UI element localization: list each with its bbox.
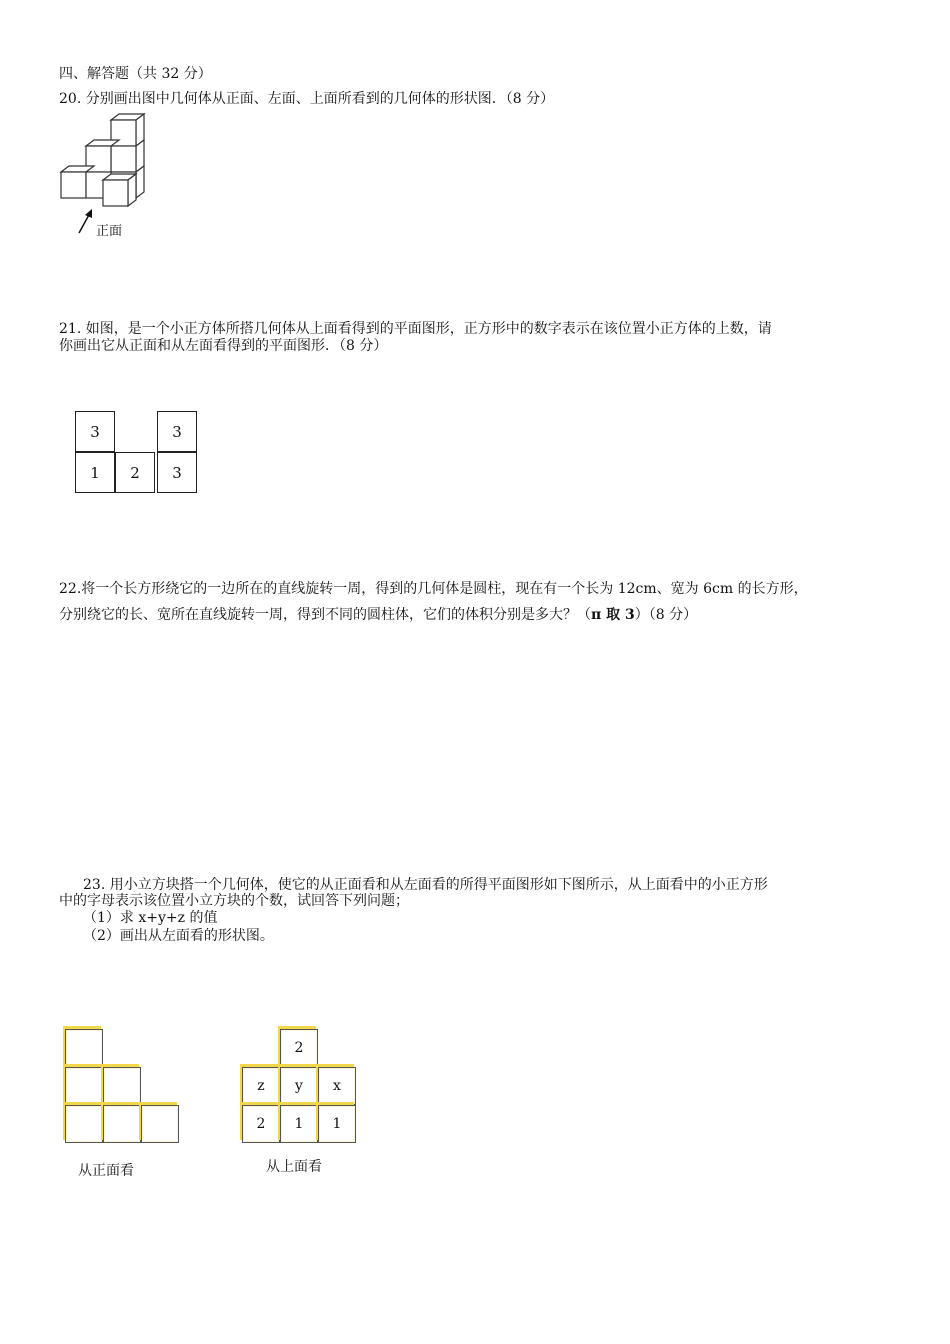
front-view-caption: 从正面看 [78, 1163, 134, 1179]
arrow-icon [76, 208, 96, 236]
top-cell: 2 [280, 1029, 318, 1067]
question-22-line1: 22.将一个长方形绕它的一边所在的直线旋转一周，得到的几何体是圆柱，现在有一个长为 12cm、宽为 6cm 的长方形， [59, 581, 808, 597]
front-cell [103, 1105, 141, 1143]
front-label: 正面 [96, 224, 123, 239]
top-cell: x [318, 1067, 356, 1105]
question-20-text: 20. 分别画出图中几何体从正面、左面、上面所看到的几何体的形状图．（8 分） [59, 91, 555, 107]
section-title: 四、解答题（共 32 分） [59, 66, 212, 82]
top-view-caption: 从上面看 [266, 1159, 322, 1175]
top-cell: 2 [242, 1105, 280, 1143]
top-cell: z [242, 1067, 280, 1105]
question-23-line1: 23. 用小立方块搭一个几何体，使它的从正面看和从左面看的所得平面图形如下图所示，从上面看中的小正方形 [83, 877, 768, 893]
front-cell [65, 1029, 103, 1067]
front-cell [141, 1105, 179, 1143]
front-cell [65, 1105, 103, 1143]
question-21-line1: 21. 如图，是一个小正方体所搭几何体从上面看得到的平面图形，正方形中的数字表示在该位置小正方体的上数，请 [59, 321, 772, 337]
grid-cell: 3 [75, 411, 115, 452]
question-22-line2: 分别绕它的长、宽所在直线旋转一周，得到不同的圆柱体，它们的体积分别是多大？（π 取 3）（8 分） [59, 607, 698, 623]
grid-cell: 3 [157, 411, 197, 452]
top-cell: 1 [280, 1105, 318, 1143]
grid-cell: 2 [115, 452, 155, 493]
cube-stack-figure [56, 110, 156, 210]
front-cell [103, 1067, 141, 1105]
top-cell: y [280, 1067, 318, 1105]
question-23-line2: 中的字母表示该位置小立方块的个数，试回答下列问题； [59, 893, 409, 909]
grid-cell: 3 [157, 452, 197, 493]
front-cell [65, 1067, 103, 1105]
question-21-line2: 你画出它从正面和从左面看得到的平面图形．（8 分） [59, 338, 388, 354]
question-23-sub2: （2）画出从左面看的形状图。 [83, 928, 274, 944]
top-cell: 1 [318, 1105, 356, 1143]
question-23-sub1: （1）求 x+y+z 的值 [83, 910, 218, 926]
grid-cell: 1 [75, 452, 115, 493]
